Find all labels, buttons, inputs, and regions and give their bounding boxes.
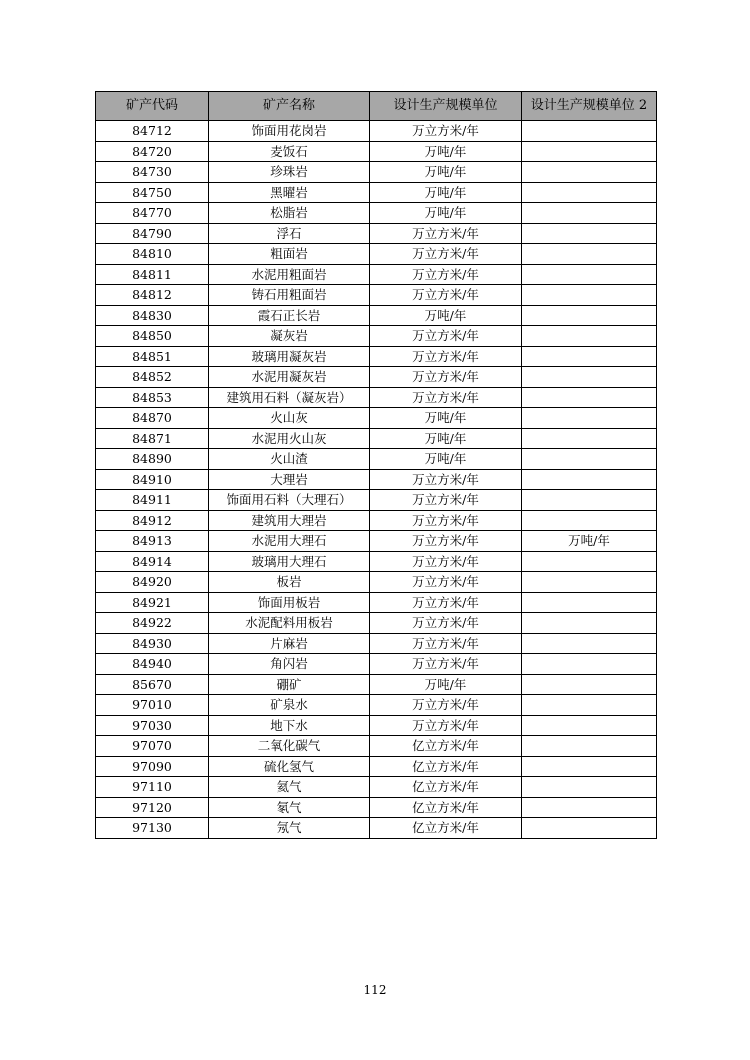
table-row: [96, 387, 657, 408]
cell-mineral-code: 84770: [96, 203, 209, 224]
cell-capacity-unit-2: [522, 326, 657, 347]
table-row: [96, 428, 657, 449]
table-row: [96, 244, 657, 265]
cell-capacity-unit: 万立方米/年: [370, 244, 522, 265]
table-row: [96, 633, 657, 654]
cell-capacity-unit: 万立方米/年: [370, 633, 522, 654]
cell-mineral-name: 水泥用大理石: [209, 531, 370, 552]
cell-capacity-unit-2: [522, 469, 657, 490]
cell-capacity-unit-2: [522, 223, 657, 244]
cell-mineral-name: 饰面用花岗岩: [209, 121, 370, 142]
cell-mineral-name: 角闪岩: [209, 654, 370, 675]
cell-mineral-code: 84853: [96, 387, 209, 408]
cell-mineral-code: 84890: [96, 449, 209, 470]
cell-capacity-unit: 万吨/年: [370, 141, 522, 162]
cell-capacity-unit-2: [522, 346, 657, 367]
cell-mineral-code: 85670: [96, 674, 209, 695]
cell-mineral-code: 84720: [96, 141, 209, 162]
table-row: [96, 797, 657, 818]
cell-mineral-name: 大理岩: [209, 469, 370, 490]
cell-capacity-unit: 万吨/年: [370, 674, 522, 695]
cell-mineral-code: 97110: [96, 777, 209, 798]
cell-mineral-name: 饰面用石料（大理石）: [209, 490, 370, 511]
cell-mineral-name: 黑曜岩: [209, 182, 370, 203]
cell-capacity-unit: 亿立方米/年: [370, 777, 522, 798]
cell-capacity-unit-2: [522, 695, 657, 716]
cell-capacity-unit: 万立方米/年: [370, 715, 522, 736]
cell-mineral-code: 84930: [96, 633, 209, 654]
cell-mineral-code: 84730: [96, 162, 209, 183]
cell-capacity-unit-2: [522, 203, 657, 224]
table-row: [96, 223, 657, 244]
cell-capacity-unit-2: [522, 510, 657, 531]
cell-capacity-unit: 万立方米/年: [370, 490, 522, 511]
cell-capacity-unit: 亿立方米/年: [370, 736, 522, 757]
table-row: [96, 469, 657, 490]
cell-capacity-unit: 万立方米/年: [370, 326, 522, 347]
cell-mineral-code: 97120: [96, 797, 209, 818]
table-row: [96, 551, 657, 572]
cell-mineral-name: 建筑用石料（凝灰岩）: [209, 387, 370, 408]
cell-capacity-unit: 万立方米/年: [370, 531, 522, 552]
cell-mineral-code: 84790: [96, 223, 209, 244]
cell-mineral-name: 火山灰: [209, 408, 370, 429]
cell-mineral-code: 97090: [96, 756, 209, 777]
table-row: [96, 531, 657, 552]
table-row: [96, 674, 657, 695]
cell-mineral-name: 水泥用粗面岩: [209, 264, 370, 285]
cell-capacity-unit-2: [522, 367, 657, 388]
cell-capacity-unit-2: [522, 305, 657, 326]
table-row: [96, 305, 657, 326]
cell-capacity-unit: 万立方米/年: [370, 551, 522, 572]
cell-capacity-unit: 万立方米/年: [370, 223, 522, 244]
table-row: [96, 715, 657, 736]
cell-capacity-unit: 万立方米/年: [370, 654, 522, 675]
cell-capacity-unit-2: [522, 736, 657, 757]
cell-capacity-unit-2: [522, 572, 657, 593]
table-row: [96, 777, 657, 798]
cell-mineral-name: 二氧化碳气: [209, 736, 370, 757]
cell-mineral-name: 硫化氢气: [209, 756, 370, 777]
header-mineral-code: 矿产代码: [96, 92, 209, 121]
cell-mineral-code: 84810: [96, 244, 209, 265]
table-row: [96, 121, 657, 142]
cell-capacity-unit: 万吨/年: [370, 408, 522, 429]
cell-capacity-unit-2: [522, 797, 657, 818]
cell-capacity-unit: 万立方米/年: [370, 613, 522, 634]
cell-mineral-code: 97010: [96, 695, 209, 716]
cell-mineral-code: 84712: [96, 121, 209, 142]
cell-mineral-code: 84852: [96, 367, 209, 388]
cell-capacity-unit: 万吨/年: [370, 182, 522, 203]
cell-capacity-unit: 万立方米/年: [370, 510, 522, 531]
table-row: [96, 510, 657, 531]
cell-mineral-name: 玻璃用凝灰岩: [209, 346, 370, 367]
cell-capacity-unit: 万立方米/年: [370, 572, 522, 593]
cell-mineral-name: 霞石正长岩: [209, 305, 370, 326]
cell-mineral-code: 97030: [96, 715, 209, 736]
cell-capacity-unit-2: [522, 777, 657, 798]
cell-capacity-unit: 万立方米/年: [370, 387, 522, 408]
cell-capacity-unit: 万立方米/年: [370, 285, 522, 306]
cell-mineral-code: 84750: [96, 182, 209, 203]
cell-capacity-unit-2: [522, 182, 657, 203]
cell-capacity-unit-2: [522, 449, 657, 470]
cell-capacity-unit-2: [522, 592, 657, 613]
table-row: [96, 490, 657, 511]
cell-mineral-name: 铸石用粗面岩: [209, 285, 370, 306]
cell-mineral-code: 84871: [96, 428, 209, 449]
cell-capacity-unit-2: [522, 285, 657, 306]
cell-mineral-code: 84921: [96, 592, 209, 613]
table-row: [96, 449, 657, 470]
cell-capacity-unit: 万立方米/年: [370, 264, 522, 285]
cell-mineral-name: 粗面岩: [209, 244, 370, 265]
cell-capacity-unit-2: [522, 490, 657, 511]
table-row: [96, 592, 657, 613]
table-row: [96, 695, 657, 716]
cell-mineral-name: 浮石: [209, 223, 370, 244]
cell-mineral-name: 矿泉水: [209, 695, 370, 716]
cell-mineral-name: 板岩: [209, 572, 370, 593]
cell-mineral-name: 水泥用凝灰岩: [209, 367, 370, 388]
cell-capacity-unit: 亿立方米/年: [370, 756, 522, 777]
table-row: [96, 818, 657, 839]
cell-mineral-name: 珍珠岩: [209, 162, 370, 183]
table-row: [96, 756, 657, 777]
cell-mineral-name: 建筑用大理岩: [209, 510, 370, 531]
table-row: [96, 346, 657, 367]
cell-capacity-unit-2: [522, 715, 657, 736]
table-body: [96, 121, 657, 839]
cell-mineral-code: 84850: [96, 326, 209, 347]
table-row: [96, 367, 657, 388]
table-row: [96, 736, 657, 757]
cell-mineral-name: 玻璃用大理石: [209, 551, 370, 572]
cell-capacity-unit: 万吨/年: [370, 449, 522, 470]
cell-mineral-name: 氡气: [209, 797, 370, 818]
cell-mineral-code: 84920: [96, 572, 209, 593]
cell-capacity-unit-2: [522, 674, 657, 695]
cell-capacity-unit-2: [522, 818, 657, 839]
cell-capacity-unit: 亿立方米/年: [370, 797, 522, 818]
cell-mineral-name: 饰面用板岩: [209, 592, 370, 613]
cell-capacity-unit-2: [522, 654, 657, 675]
cell-capacity-unit-2: [522, 551, 657, 572]
mineral-code-table-container: [95, 91, 656, 839]
cell-capacity-unit: 万立方米/年: [370, 469, 522, 490]
table-row: [96, 182, 657, 203]
cell-capacity-unit-2: [522, 264, 657, 285]
cell-capacity-unit-2: [522, 141, 657, 162]
table-row: [96, 285, 657, 306]
cell-capacity-unit: 万吨/年: [370, 428, 522, 449]
cell-mineral-code: 84912: [96, 510, 209, 531]
cell-mineral-code: 84851: [96, 346, 209, 367]
cell-mineral-code: 84830: [96, 305, 209, 326]
cell-mineral-code: 84811: [96, 264, 209, 285]
cell-capacity-unit: 万吨/年: [370, 162, 522, 183]
cell-mineral-code: 84911: [96, 490, 209, 511]
table-row: [96, 326, 657, 347]
cell-mineral-name: 片麻岩: [209, 633, 370, 654]
header-design-capacity-unit-2: 设计生产规模单位 2: [522, 92, 657, 121]
cell-capacity-unit-2: [522, 633, 657, 654]
cell-mineral-code: 84910: [96, 469, 209, 490]
cell-mineral-code: 84940: [96, 654, 209, 675]
cell-mineral-name: 凝灰岩: [209, 326, 370, 347]
table-row: [96, 572, 657, 593]
cell-mineral-name: 水泥配料用板岩: [209, 613, 370, 634]
cell-mineral-name: 松脂岩: [209, 203, 370, 224]
cell-capacity-unit: 万吨/年: [370, 203, 522, 224]
table-row: [96, 613, 657, 634]
cell-mineral-name: 氦气: [209, 777, 370, 798]
table-row: [96, 654, 657, 675]
header-design-capacity-unit: 设计生产规模单位: [370, 92, 522, 121]
cell-mineral-code: 97130: [96, 818, 209, 839]
cell-capacity-unit-2: [522, 408, 657, 429]
cell-capacity-unit-2: [522, 162, 657, 183]
cell-mineral-code: 84870: [96, 408, 209, 429]
cell-mineral-name: 麦饭石: [209, 141, 370, 162]
cell-capacity-unit-2: [522, 121, 657, 142]
cell-capacity-unit-2: [522, 428, 657, 449]
cell-mineral-code: 84922: [96, 613, 209, 634]
mineral-code-table: [95, 91, 657, 839]
cell-capacity-unit-2: [522, 387, 657, 408]
table-row: [96, 408, 657, 429]
page-number: 112: [363, 983, 387, 997]
cell-capacity-unit: 万立方米/年: [370, 346, 522, 367]
cell-mineral-name: 火山渣: [209, 449, 370, 470]
cell-capacity-unit: 万立方米/年: [370, 367, 522, 388]
cell-mineral-code: 84812: [96, 285, 209, 306]
header-mineral-name: 矿产名称: [209, 92, 370, 121]
cell-mineral-name: 硼矿: [209, 674, 370, 695]
cell-mineral-code: 84914: [96, 551, 209, 572]
cell-mineral-name: 地下水: [209, 715, 370, 736]
cell-capacity-unit-2: 万吨/年: [522, 531, 657, 552]
cell-mineral-name: 氖气: [209, 818, 370, 839]
cell-capacity-unit-2: [522, 613, 657, 634]
cell-capacity-unit-2: [522, 244, 657, 265]
cell-capacity-unit: 万立方米/年: [370, 695, 522, 716]
table-row: [96, 203, 657, 224]
cell-mineral-name: 水泥用火山灰: [209, 428, 370, 449]
cell-mineral-code: 97070: [96, 736, 209, 757]
table-row: [96, 264, 657, 285]
cell-capacity-unit: 万立方米/年: [370, 592, 522, 613]
cell-capacity-unit-2: [522, 756, 657, 777]
table-row: [96, 141, 657, 162]
table-row: [96, 162, 657, 183]
cell-mineral-code: 84913: [96, 531, 209, 552]
cell-capacity-unit: 亿立方米/年: [370, 818, 522, 839]
cell-capacity-unit: 万吨/年: [370, 305, 522, 326]
table-header-row: [96, 92, 657, 121]
cell-capacity-unit: 万立方米/年: [370, 121, 522, 142]
